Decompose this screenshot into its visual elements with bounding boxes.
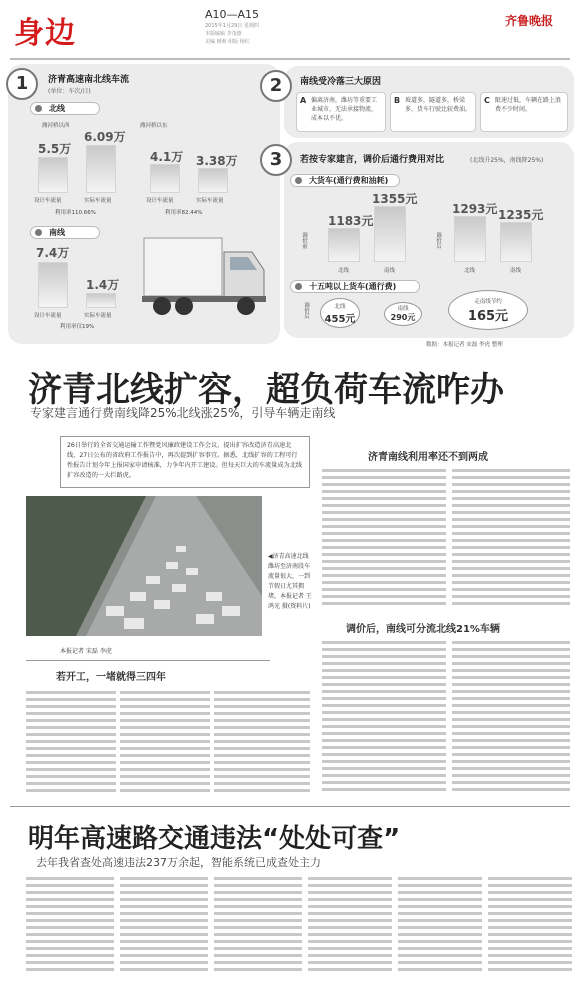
subhead-construction: 若开工，一堵就得三四年 <box>56 672 166 683</box>
t15-north-value: 455元 <box>324 314 356 325</box>
east-actual-bar <box>198 168 228 193</box>
second-column-4 <box>308 874 392 978</box>
after-north-value: 1293元 <box>452 202 498 216</box>
south-line-pill <box>30 226 100 239</box>
big-truck-label: 大货车(通行费和油耗) <box>309 176 389 185</box>
body-column-2 <box>452 466 570 606</box>
after-south-bar <box>500 222 532 262</box>
photo-caption: ◀济青高速北线潍坊至济南段车流量很大，一到节假日尤其拥堵。本报记者 王鸿光 摄(资料片) <box>268 553 312 610</box>
t15-after-label: 调价后 <box>303 302 309 319</box>
body-column-1 <box>322 466 446 606</box>
west-design-caption: 设计车流量 <box>34 198 62 204</box>
before-label: 调价前 <box>301 232 307 249</box>
reason-a <box>296 92 386 132</box>
reason-a-text: 偏离济南，潍坊等重要工业城市，无法承接物流，成本以不优。 <box>311 97 378 122</box>
t15-saving-value: 165元 <box>467 309 509 324</box>
meta-date: 2015年1月29日 星期四 <box>205 23 259 29</box>
south-actual-bar <box>86 293 116 308</box>
traffic-photo <box>26 496 262 636</box>
subhead-south-usage: 济青南线利用率还不到两成 <box>368 452 488 463</box>
t15-south-name: 南线 <box>397 306 409 312</box>
west-design-value: 5.5万 <box>38 142 72 156</box>
west-actual-bar <box>86 145 116 193</box>
south-design-value: 7.4万 <box>36 246 70 260</box>
second-column-5 <box>398 874 482 978</box>
west-design-bar <box>38 157 68 193</box>
west-actual-value: 6.09万 <box>84 130 126 144</box>
east-design-value: 4.1万 <box>150 150 184 164</box>
east-design-bar <box>150 164 180 193</box>
truck-wheel-middle <box>175 297 193 315</box>
masthead-meta <box>205 22 259 46</box>
reason-c-key: C <box>484 96 490 105</box>
second-column-6 <box>488 874 572 978</box>
after-bar2-axis: 南线 <box>510 268 522 274</box>
west-actual-caption: 实际车流量 <box>84 198 112 204</box>
body-column-3 <box>322 638 446 796</box>
west-utilization: 利用率110.66% <box>55 210 96 216</box>
main-deck: 专家建言通行费南线降25%北线涨25%，引导车辆走南线 <box>30 406 336 420</box>
truck-illustration <box>140 230 280 322</box>
panel-3-note: (北线升25%，南线降25%) <box>470 157 544 164</box>
section-number-3: 3 <box>260 144 292 176</box>
header-rule <box>10 58 570 60</box>
second-deck: 去年我省查处高速违法237万余起，智能系统已成查处主力 <box>36 856 321 869</box>
second-column-1 <box>26 874 114 978</box>
t15-saving-label: 走南线节约 <box>474 299 502 305</box>
body-column-5 <box>26 688 116 798</box>
east-actual-caption: 实际车流量 <box>196 198 224 204</box>
south-line-label: 南线 <box>49 228 65 237</box>
east-utilization: 利用率82.44% <box>165 210 203 216</box>
before-bar1-axis: 北线 <box>338 268 350 274</box>
story-divider <box>10 806 570 807</box>
panel-1-unit: (单位：车次/日) <box>48 88 91 95</box>
subhead-diversion: 调价后，南线可分流北线21%车辆 <box>346 624 500 635</box>
body-column-4 <box>452 638 570 796</box>
t15-south-oval <box>384 302 422 326</box>
south-utilization: 利用率仅19% <box>60 324 95 330</box>
south-actual-value: 1.4万 <box>86 278 120 292</box>
truck-wheel-front <box>237 297 255 315</box>
reason-a-key: A <box>300 96 307 105</box>
west-segment-label: 潍河桥以西 <box>42 123 70 129</box>
page-range: A10—A15 <box>205 8 260 21</box>
section-logo: 身边 <box>14 16 76 51</box>
east-segment-label: 潍河桥以东 <box>140 123 168 129</box>
truck-cargo-box <box>144 238 222 296</box>
truck-wheel-rear <box>153 297 171 315</box>
after-label: 调价后 <box>435 232 441 249</box>
t15-south-value: 290元 <box>390 313 416 322</box>
reason-b <box>390 92 476 132</box>
reason-b-key: B <box>394 96 401 105</box>
lead-paragraph: 26日举行的全省交通运输工作暨党风廉政建设工作会议，提出扩容改造济青高速北线，27日公布的省政府工作报告中，再次提到扩容事宜。据悉，北线扩容的工程可行性报告计划今年上报国家申请核准，力争年内开工建设。但每天巨大的车流量成为北线扩容改造的一大拦路虎。 <box>60 436 310 488</box>
meta-editor: 本版编辑 李茂德 <box>205 31 242 37</box>
before-north-value: 1355元 <box>372 192 418 206</box>
t15-north-oval <box>320 298 360 328</box>
after-north-bar <box>454 216 486 262</box>
body-column-7 <box>214 688 310 798</box>
south-design-caption: 设计车流量 <box>34 313 62 319</box>
t15-saving-oval <box>448 290 528 330</box>
panel-1-title: 济青高速南北线车流 <box>48 75 130 85</box>
meta-design: 美编 姚莉 组版 杨红 <box>205 39 250 45</box>
reason-c <box>480 92 568 132</box>
east-actual-value: 3.38万 <box>196 154 238 168</box>
after-south-value: 1235元 <box>498 208 544 222</box>
newspaper-name: 齐鲁晚报 <box>505 14 554 28</box>
second-column-3 <box>214 874 302 978</box>
t15-pill <box>290 280 420 293</box>
before-south-value: 1183元 <box>328 214 374 228</box>
before-bar2-axis: 南线 <box>384 268 396 274</box>
rule-left <box>26 660 270 661</box>
east-design-caption: 设计车流量 <box>146 198 174 204</box>
article-byline: 本报记者 宋磊 李虎 <box>60 648 112 655</box>
south-design-bar <box>38 262 68 308</box>
north-line-pill <box>30 102 100 115</box>
panel-3-title: 若按专家建言，调价后通行费用对比 <box>300 155 445 165</box>
data-source: 数据：本报记者 宋磊 李虎 整理 <box>426 342 503 348</box>
after-bar1-axis: 北线 <box>464 268 476 274</box>
south-actual-caption: 实际车流量 <box>84 313 112 319</box>
reason-c-text: 限速过低，车辆在路上浪费不少时间。 <box>495 97 562 113</box>
second-column-2 <box>120 874 208 978</box>
body-column-6 <box>120 688 210 798</box>
panel-2-title: 南线受冷落三大原因 <box>300 77 382 87</box>
second-headline: 明年高速路交通违法“处处可查” <box>28 824 401 854</box>
main-headline: 济青北线扩容，超负荷车流咋办 <box>28 370 504 410</box>
big-truck-pill <box>290 174 400 187</box>
before-north-bar <box>374 206 406 262</box>
reason-b-text: 坡道多，隧道多，桥梁多，货车行驶比较费油。 <box>405 97 472 113</box>
before-south-bar <box>328 228 360 262</box>
section-number-2: 2 <box>260 70 292 102</box>
north-line-label: 北线 <box>49 104 65 113</box>
t15-label: 十五吨以上货车(通行费) <box>309 282 397 291</box>
section-number-1: 1 <box>6 68 38 100</box>
t15-north-name: 北线 <box>334 304 346 310</box>
